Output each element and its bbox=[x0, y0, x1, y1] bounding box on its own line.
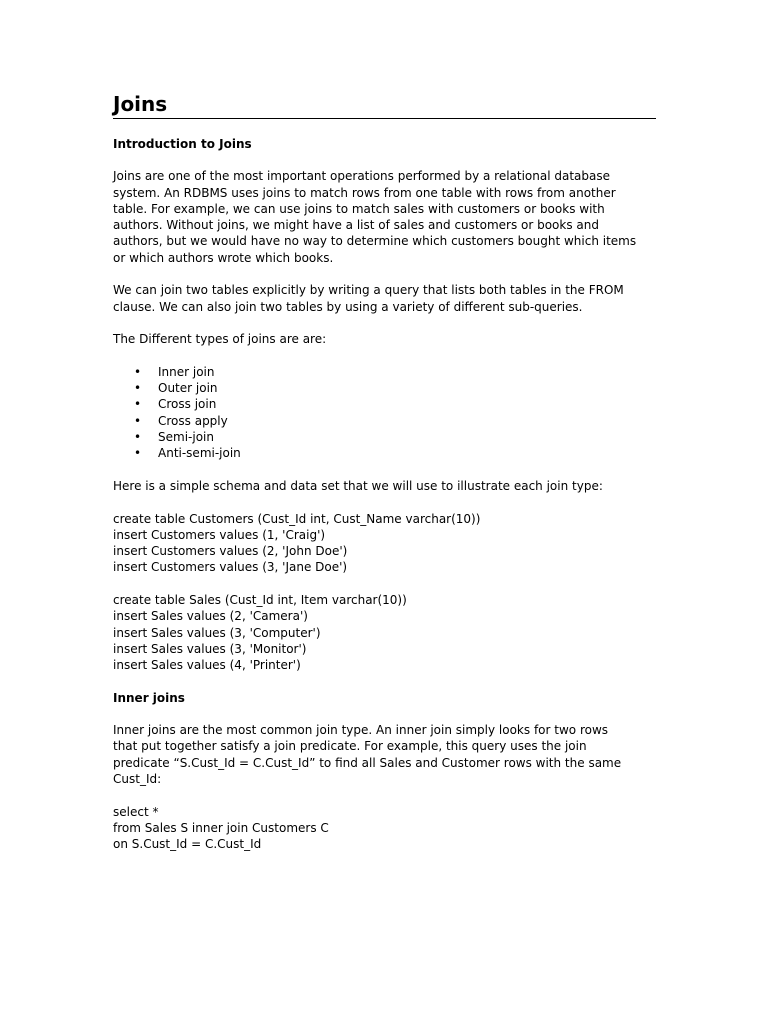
sales-code-block: create table Sales (Cust_Id int, Item varchar(10)) insert Sales values (2, 'Camera') insert Sales values (3, 'Computer') insert Sales values (3, 'Monitor') insert Sales values (4, 'Printer') bbox=[113, 593, 407, 673]
bullet-icon: • bbox=[134, 430, 142, 445]
list-item: • Cross apply bbox=[134, 413, 228, 428]
schema-intro: Here is a simple schema and data set that we will use to illustrate each join type: bbox=[113, 478, 603, 493]
list-item: • Cross join bbox=[134, 397, 217, 412]
bullet-icon: • bbox=[134, 397, 142, 412]
customers-code-block: create table Customers (Cust_Id int, Cust_Name varchar(10)) insert Customers values (1, 'Craig') insert Customers values (2, 'John Doe') insert Customers values (3, 'Jane Doe') bbox=[113, 511, 481, 575]
query-code-block: select * from Sales S inner join Customers C on S.Cust_Id = C.Cust_Id bbox=[113, 804, 329, 852]
bullet-icon: • bbox=[134, 381, 142, 396]
bullet-icon: • bbox=[134, 413, 142, 428]
list-item: • Semi-join bbox=[134, 430, 214, 445]
intro-paragraph: Joins are one of the most important operations performed by a relational database system. An RDBMS uses joins to match rows from one table with rows from another table. For example, we can use joins to match sales with customers or books with authors. Without joins, we might have a list of sales and customers or books and authors, but we would have no way to determine which customers bought which items or which authors wrote which books. bbox=[113, 169, 637, 265]
inner-joins-heading: Inner joins bbox=[113, 690, 185, 705]
list-item: • Inner join bbox=[134, 364, 215, 379]
list-item: • Outer join bbox=[134, 381, 218, 396]
inner-joins-paragraph: Inner joins are the most common join type. An inner join simply looks for two rows that put together satisfy a join predicate. For example, this query uses the join predicate “S.Cust_Id = C.Cust_Id” to find all Sales and Customer rows with the same Cust_Id: bbox=[113, 723, 622, 786]
bullet-icon: • bbox=[134, 364, 142, 379]
intro-heading: Introduction to Joins bbox=[113, 137, 252, 151]
page-title: Joins bbox=[113, 92, 168, 116]
join-types-intro: The Different types of joins are are: bbox=[113, 332, 327, 347]
list-item: • Anti-semi-join bbox=[134, 446, 241, 461]
explicit-join-paragraph: We can join two tables explicitly by writing a query that lists both tables in the FROM clause. We can also join two tables by using a variety of different sub-queries. bbox=[113, 283, 624, 314]
document-body bbox=[113, 136, 658, 869]
bullet-icon: • bbox=[134, 446, 142, 461]
title-underline bbox=[113, 118, 656, 119]
join-types-list bbox=[113, 364, 658, 462]
